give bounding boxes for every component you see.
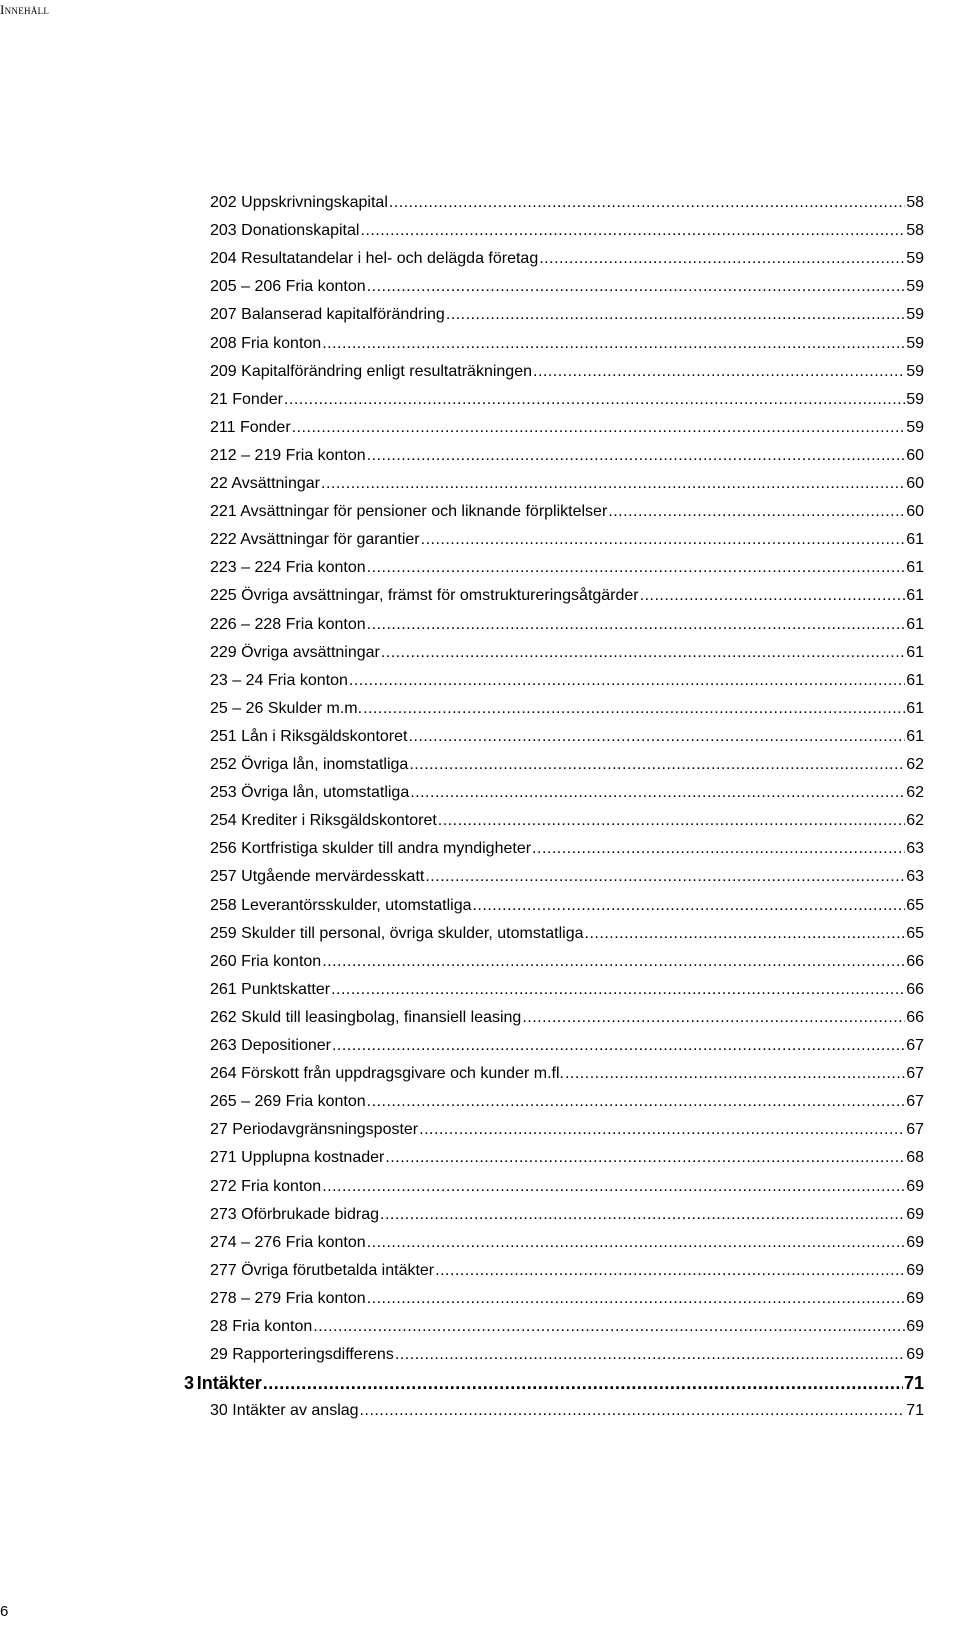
toc-entry-title: 262 Skuld till leasingbolag, finansiell leasing [210,1008,522,1026]
dot-leader [367,277,906,297]
dot-leader [608,502,905,522]
toc-entry-title: 264 Förskott från uppdragsgivare och kunder m.fl. [210,1065,564,1083]
toc-entry-page: 59 [906,334,924,352]
dot-leader [435,1261,905,1281]
toc-entry-page: 60 [906,503,924,521]
toc-entry[interactable] [210,390,924,410]
toc-entry-page: 66 [906,952,924,970]
toc-entry-title: 254 Krediter i Riksgäldskontoret [210,812,437,830]
dot-leader [349,671,905,691]
toc-entry[interactable] [210,1401,924,1421]
toc-entry[interactable] [210,418,924,438]
toc-entry[interactable] [210,1289,924,1309]
toc-entry[interactable] [210,277,924,297]
toc-entry[interactable] [210,671,924,691]
toc-entry[interactable] [210,1064,924,1084]
dot-leader [322,1177,905,1197]
toc-entry-title: 23 – 24 Fria konton [210,671,348,689]
dot-leader [385,1148,905,1168]
dot-leader [395,1345,905,1365]
toc-entry[interactable] [210,362,924,382]
dot-leader [533,362,905,382]
toc-entry-page: 59 [906,306,924,324]
toc-entry[interactable] [210,1345,924,1365]
toc-entry-title: 22 Avsättningar [210,475,321,492]
dot-leader [380,1205,905,1225]
toc-entry-page: 59 [906,390,924,408]
toc-entry-title: 265 – 269 Fria konton [210,1093,366,1111]
toc-entry-page: 59 [906,362,924,380]
dot-leader [313,1317,905,1337]
toc-entry-title: 261 Punktskatter [210,980,331,998]
toc-entry[interactable] [210,1261,924,1281]
toc-entry-page: 69 [906,1289,924,1307]
toc-entry[interactable] [210,811,924,831]
toc-entry[interactable] [210,249,924,269]
toc-entry-page: 58 [906,222,924,240]
toc-entry-title: 203 Donationskapital [210,222,360,240]
toc-entry-page: 61 [906,615,924,633]
toc-entry-page: 67 [906,1093,924,1111]
toc-entry-page: 67 [906,1065,924,1083]
toc-entry[interactable] [210,924,924,944]
dot-leader [331,980,905,1000]
toc-entry-page: 63 [906,868,924,886]
toc-entry[interactable] [210,615,924,635]
toc-entry-title: 258 Leverantörsskulder, utomstatliga [210,896,472,914]
toc-entry-title: 226 – 228 Fria konton [210,615,366,633]
toc-entry-page: 66 [906,1008,924,1026]
dot-leader [367,1092,906,1112]
toc-entry[interactable] [210,755,924,775]
dot-leader [408,727,905,747]
dot-leader [367,1233,906,1253]
dot-leader [292,418,906,438]
toc-entry-page: 69 [906,1318,924,1335]
toc-entry[interactable] [210,783,924,803]
toc-entry-page: 61 [906,727,924,745]
toc-entry[interactable] [210,586,924,606]
toc-entry-page: 71 [903,1373,924,1394]
toc-entry[interactable] [210,1036,924,1056]
toc-entry-page: 67 [906,1121,924,1139]
toc-entry-title: 30 Intäkter av anslag [210,1402,359,1420]
toc-entry-title: 260 Fria konton [210,952,322,970]
toc-entry-title: 274 – 276 Fria konton [210,1233,366,1251]
dot-leader [263,1373,903,1393]
toc-entry-title: 212 – 219 Fria konton [210,446,366,464]
dot-leader [539,249,905,269]
dot-leader [322,334,905,354]
toc-entry-title: 277 Övriga förutbetalda intäkter [210,1261,435,1279]
running-header: Innehåll [0,2,50,17]
toc-entry[interactable] [210,193,924,213]
toc-entry-title: 28 Fria konton [210,1318,313,1335]
dot-leader [409,755,905,775]
dot-leader [321,474,905,494]
toc-entry-page: 68 [906,1149,924,1167]
toc-entry-page: 59 [906,250,924,268]
toc-entry[interactable] [210,446,924,466]
dot-leader [322,952,905,972]
toc-entry-page: 65 [906,924,924,942]
dot-leader [284,390,905,410]
toc-entry-title: 259 Skulder till personal, övriga skulder, utomstatliga [210,924,584,942]
toc-entry-title: 222 Avsättningar för garantier [210,531,420,549]
toc-entry-page: 69 [906,1346,924,1364]
toc-entry-page: 69 [906,1261,924,1279]
dot-leader [360,221,905,241]
dot-leader [360,1401,906,1421]
dot-leader [438,811,905,831]
dot-leader [410,783,905,803]
toc-entry[interactable] [210,558,924,578]
toc-entry-title: 209 Kapitalförändring enligt resultaträkningen [210,362,532,380]
toc-entry[interactable] [210,502,924,522]
toc-entry-title: 202 Uppskrivningskapital [210,194,388,211]
toc-entry[interactable] [210,643,924,663]
toc-entry-title: 251 Lån i Riksgäldskontoret [210,727,408,745]
toc-chapter-number: 3 [184,1373,195,1394]
dot-leader [640,586,906,606]
toc-entry-page: 61 [906,643,924,661]
toc-entry-page: 59 [906,418,924,436]
dot-leader [367,558,906,578]
dot-leader [421,530,906,550]
toc-entry-page: 60 [906,475,924,492]
toc-entry[interactable] [210,305,924,325]
toc-entry-page: 61 [906,559,924,577]
toc-entry-title: 229 Övriga avsättningar [210,643,380,661]
dot-leader [367,1289,906,1309]
toc-entry[interactable] [210,530,924,550]
toc-entry-title: 273 Oförbrukade bidrag [210,1205,379,1223]
toc-entry[interactable] [210,980,924,1000]
toc-entry[interactable] [210,474,924,494]
dot-leader [332,1036,905,1056]
toc-entry[interactable] [210,839,924,859]
toc-entry[interactable] [210,221,924,241]
toc-entry-title: Intäkter [196,1373,262,1394]
dot-leader [585,924,906,944]
toc-entry[interactable] [210,1233,924,1253]
toc-chapter-entry[interactable] [184,1373,924,1393]
toc-entry-title: 263 Depositioner [210,1037,331,1054]
toc-entry-title: 257 Utgående mervärdesskatt [210,868,425,886]
toc-entry-page: 61 [906,671,924,689]
dot-leader [532,839,905,859]
toc-entry[interactable] [210,1008,924,1028]
toc-entry-title: 205 – 206 Fria konton [210,278,366,296]
dot-leader [565,1064,905,1084]
toc-entry-title: 207 Balanserad kapitalförändring [210,306,445,324]
toc-entry-page: 58 [906,194,924,211]
dot-leader [367,615,906,635]
toc-entry-page: 62 [906,812,924,830]
dot-leader [381,643,905,663]
toc-entry[interactable] [210,896,924,916]
toc-entry[interactable] [210,1177,924,1197]
toc-entry[interactable] [210,334,924,354]
toc-entry-title: 278 – 279 Fria konton [210,1289,366,1307]
toc-entry-title: 221 Avsättningar för pensioner och liknande förpliktelser [210,503,608,521]
toc-entry-page: 59 [906,278,924,296]
toc-entry[interactable] [210,727,924,747]
toc-entry-page: 62 [906,784,924,802]
toc-entry[interactable] [210,1148,924,1168]
toc-entry-title: 225 Övriga avsättningar, främst för omstruktureringsåtgärder [210,587,639,605]
toc-entry-page: 69 [906,1205,924,1223]
toc-entry-page: 65 [906,896,924,914]
dot-leader [425,867,905,887]
toc-entry-title: 272 Fria konton [210,1177,322,1195]
toc-entry-page: 62 [906,756,924,773]
toc-entry[interactable] [210,1092,924,1112]
toc-entry-title: 211 Fonder [210,418,291,436]
toc-entry[interactable] [210,952,924,972]
dot-leader [522,1008,905,1028]
toc-entry-page: 61 [906,699,924,717]
toc-entry-title: 27 Periodavgränsningsposter [210,1121,419,1139]
toc-entry-page: 61 [906,587,924,605]
toc-entry[interactable] [210,867,924,887]
toc-entry[interactable] [210,1317,924,1337]
toc-entry-title: 256 Kortfristiga skulder till andra myndigheter [210,840,532,858]
toc-entry-title: 253 Övriga lån, utomstatliga [210,784,410,802]
toc-entry[interactable] [210,699,924,719]
dot-leader [446,305,905,325]
dot-leader [472,896,905,916]
toc-entry-page: 61 [906,531,924,549]
toc-entry-title: 252 Övriga lån, inomstatliga [210,756,409,773]
toc-entry-page: 63 [906,840,924,858]
dot-leader [389,193,905,213]
toc-entry-page: 66 [906,980,924,998]
page-number: 6 [0,1603,9,1620]
toc-entry[interactable] [210,1120,924,1140]
toc-entry-page: 67 [906,1037,924,1054]
toc-entry-title: 271 Upplupna kostnader [210,1149,385,1167]
toc-entry-page: 69 [906,1233,924,1251]
dot-leader [363,699,905,719]
toc-entry-title: 21 Fonder [210,390,283,408]
toc-entry-title: 208 Fria konton [210,334,322,352]
toc-entry-page: 60 [906,446,924,464]
toc-entry-title: 25 – 26 Skulder m.m. [210,699,363,717]
dot-leader [419,1120,905,1140]
dot-leader [367,446,906,466]
toc-entry[interactable] [210,1205,924,1225]
toc-entry-title: 223 – 224 Fria konton [210,559,366,577]
toc-entry-page: 69 [906,1177,924,1195]
toc-entry-title: 29 Rapporteringsdifferens [210,1346,394,1364]
toc-entry-title: 204 Resultatandelar i hel- och delägda företag [210,250,539,268]
toc-entry-page: 71 [906,1402,924,1420]
